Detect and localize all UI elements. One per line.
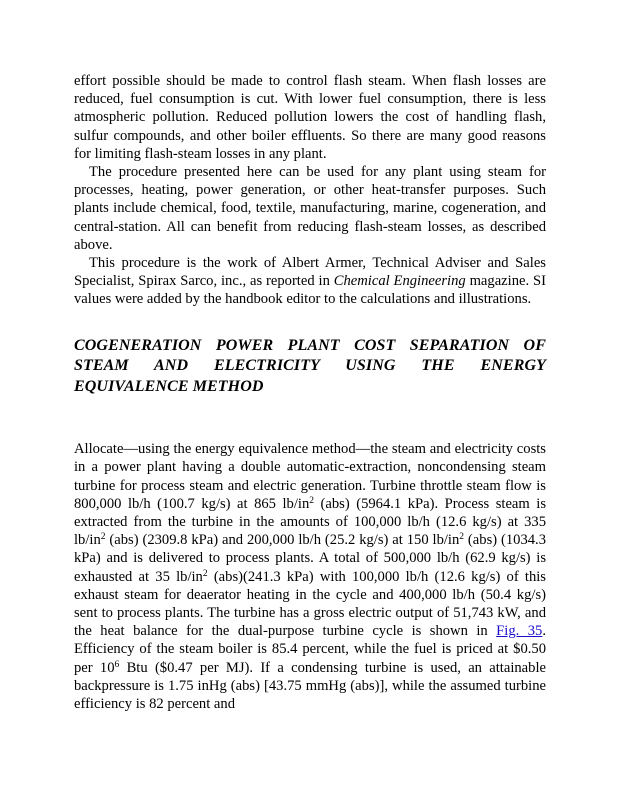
problem-text: . Efficiency of the steam boiler is 85.4 percent, while the fuel is priced at $0.50 per 10 [74,623,547,676]
figure-link[interactable]: Fig. 35 [496,623,543,640]
superscript: 2 [202,568,208,579]
problem-text: (abs) (2309.8 kPa) and 200,000 lb/h (25.2 kg/s) at 150 lb/in [105,532,460,549]
superscript: 6 [114,659,120,670]
section-heading: COGENERATION POWER PLANT COST SEPARATION OF STEAM AND ELECTRICITY USING THE ENERGY EQUIVALENCE METHOD [74,336,546,395]
problem-text: (abs) (5964.1 kPa). Process steam is extracted from the turbine in the amounts of 100,000 lb/h (12.6 kg/s) at 335 lb/in [74,495,546,549]
intro-paragraph-2: The procedure presented here can be used for any plant using steam for processes, heating, power generation, or other heat-transfer purposes. Such plants include chemical, food, textile, manufacturing, marine, cogeneration, and central-station. All can benefit from reducing flash-steam losses, as described above. [74,164,546,253]
problem-paragraph [74,440,546,713]
superscript: 2 [100,532,106,543]
attribution-text-end: magazine. SI values were added by the handbook editor to the calculations and illustrations. [74,273,546,308]
problem-text: Btu ($0.47 per MJ). If a condensing turbine is used, an attainable backpressure is 1.75 inHg (abs) [43.75 mmHg (abs)], while the assumed turbine efficiency is 82 percent and [74,659,546,712]
magazine-title: Chemical Engineering [333,273,466,290]
intro-paragraph-1: effort possible should be made to control flash steam. When flash losses are reduced, fuel consumption is cut. With lower fuel consumption, there is less atmospheric pollution. Reduced pollution lowers the cost of handling flash, sulfur compounds, and other boiler effluents. So there are many good reasons for limiting flash-steam losses in any plant. [74,73,546,162]
problem-text: (abs)(241.3 kPa) with 100,000 lb/h (12.6 kg/s) of this exhaust steam for deaerator heating in the cycle and 400,000 lb/h (50.4 kg/s) sent to process plants. The turbine has a gross electric output of 51,743 kW, and the heat balance for the dual-purpose turbine cycle is shown in [74,568,546,640]
superscript: 2 [309,495,315,506]
intro-paragraph-3 [74,254,546,309]
attribution-text: This procedure is the work of Albert Armer, Technical Adviser and Sales Specialist, Spirax Sarco, inc., as reported in [74,255,546,290]
document-page [74,72,546,713]
superscript: 2 [459,532,465,543]
problem-text: (abs) (1034.3 kPa) and is delivered to process plants. A total of 500,000 lb/h (62.9 kg/s) is exhausted at 35 lb/in [74,532,546,585]
problem-text: Allocate—using the energy equivalence method—the steam and electricity costs in a power plant having a double automatic-extraction, noncondensing steam turbine for process steam and electric generation. Turbine throttle steam flow is 800,000 lb/h (100.7 kg/s) at 865 lb/in [74,441,546,512]
